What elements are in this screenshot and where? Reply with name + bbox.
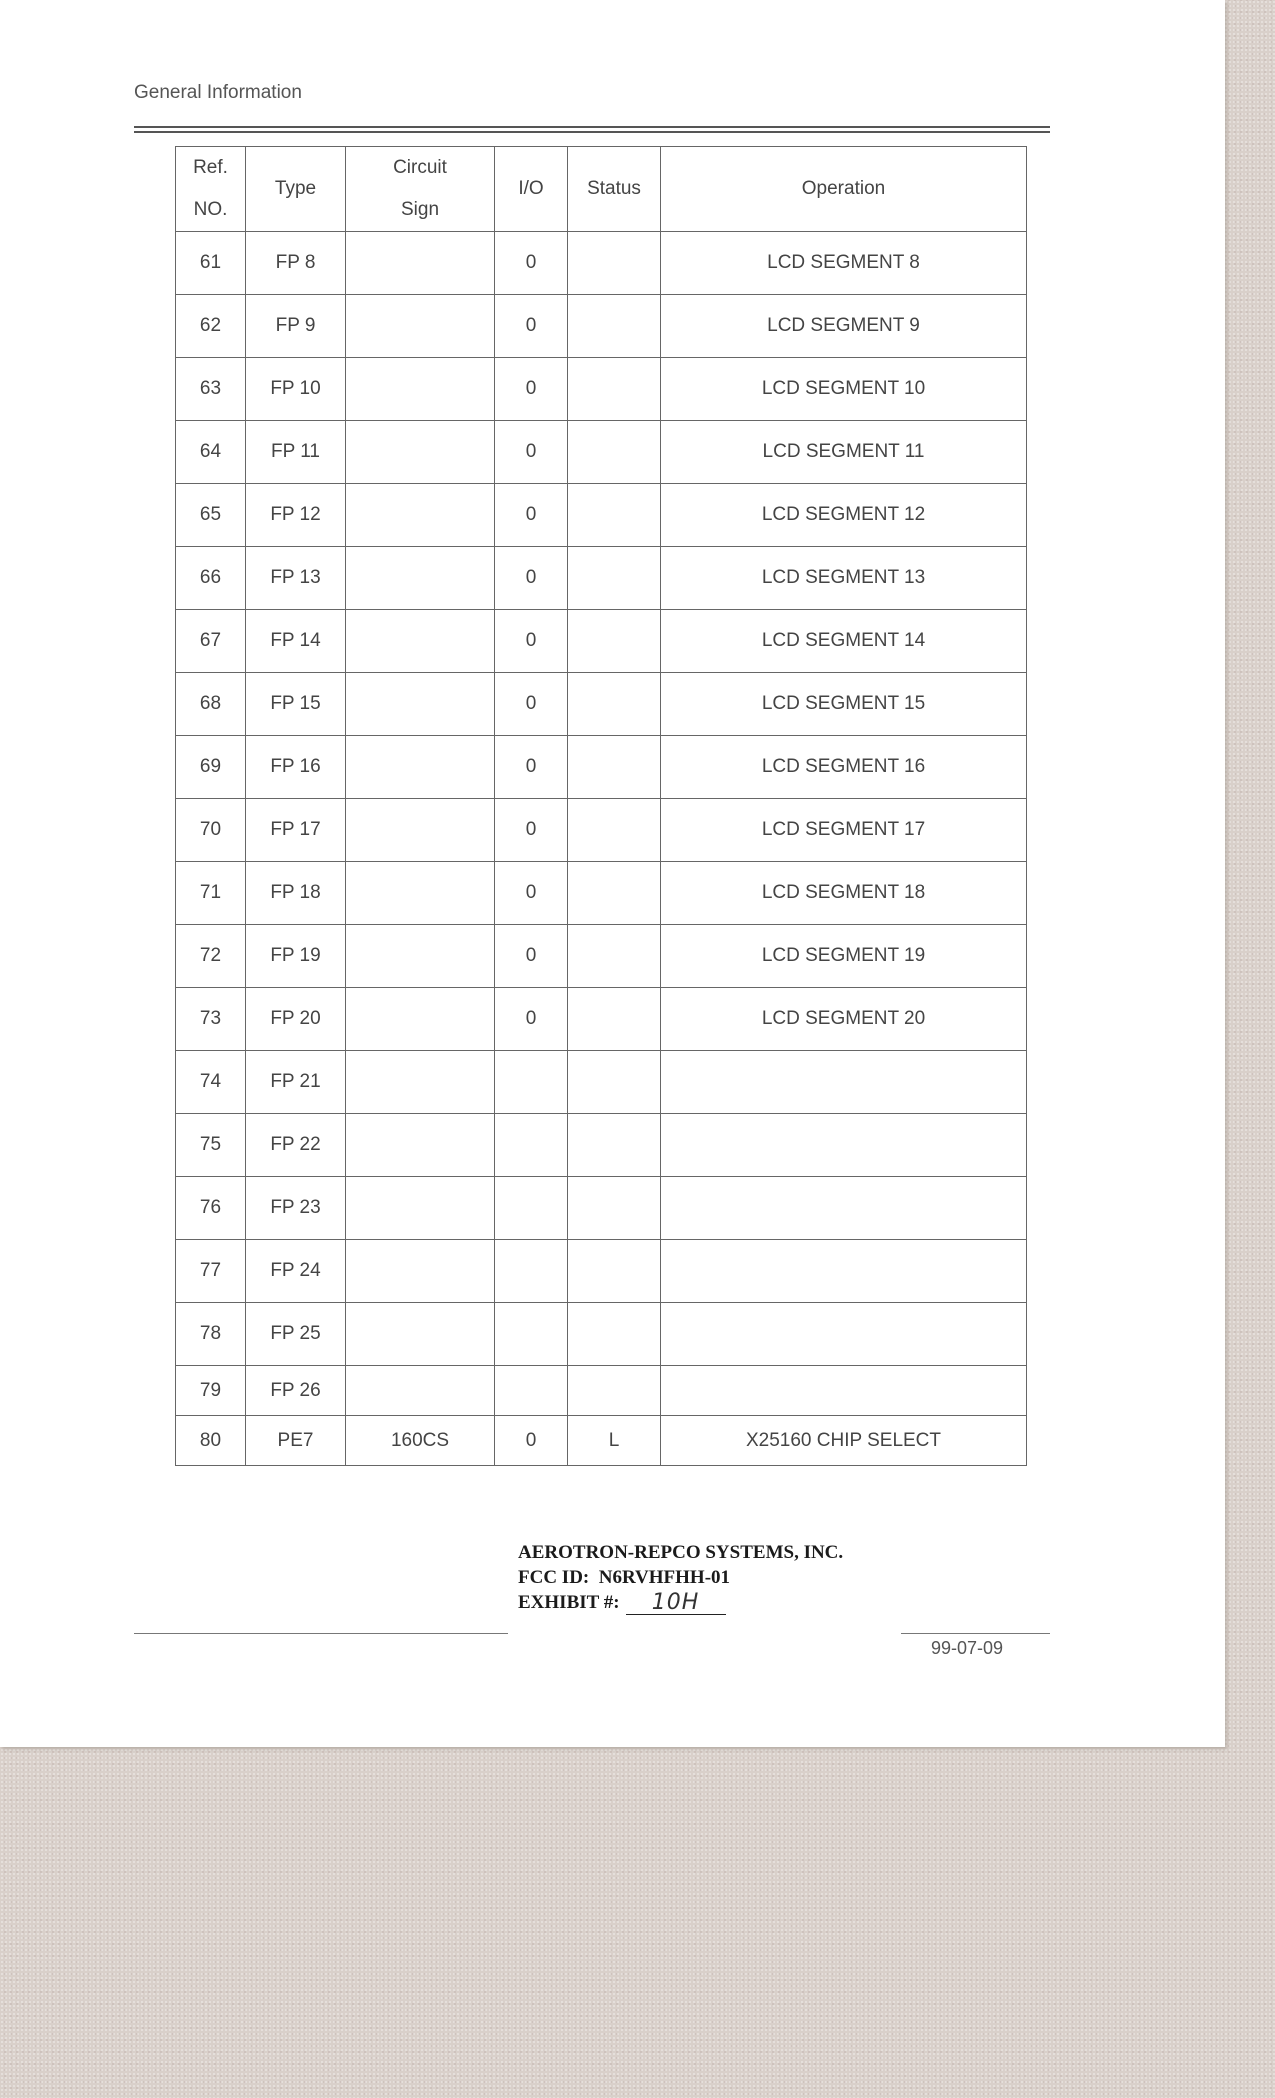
cell-io: 0	[495, 736, 568, 799]
cell-ref: 71	[176, 862, 246, 925]
column-header-type: Type	[246, 147, 346, 232]
cell-io: 0	[495, 358, 568, 421]
cell-io: 0	[495, 484, 568, 547]
cell-type: FP 23	[246, 1177, 346, 1240]
section-title: General Information	[134, 82, 302, 103]
table-body	[176, 232, 1027, 1466]
column-header-circuit-line2: Sign	[400, 199, 440, 220]
table-row	[176, 1177, 1027, 1240]
company-info-block	[518, 1540, 843, 1615]
cell-ref: 72	[176, 925, 246, 988]
table-row	[176, 988, 1027, 1051]
cell-operation	[661, 1366, 1027, 1416]
cell-circuit	[346, 925, 495, 988]
table-row	[176, 736, 1027, 799]
cell-type: FP 18	[246, 862, 346, 925]
cell-status: L	[568, 1416, 661, 1466]
table-row	[176, 421, 1027, 484]
exhibit-line	[518, 1590, 843, 1615]
column-header-status: Status	[568, 147, 661, 232]
table-row	[176, 1114, 1027, 1177]
cell-ref: 74	[176, 1051, 246, 1114]
cell-io: 0	[495, 421, 568, 484]
cell-circuit	[346, 988, 495, 1051]
cell-circuit	[346, 421, 495, 484]
table-row	[176, 484, 1027, 547]
fcc-id-label: FCC ID:	[518, 1567, 590, 1588]
cell-ref: 61	[176, 232, 246, 295]
cell-ref: 65	[176, 484, 246, 547]
cell-ref: 73	[176, 988, 246, 1051]
cell-circuit	[346, 547, 495, 610]
cell-ref: 63	[176, 358, 246, 421]
cell-ref: 80	[176, 1416, 246, 1466]
column-header-io: I/O	[495, 147, 568, 232]
table-row	[176, 799, 1027, 862]
cell-circuit	[346, 1366, 495, 1416]
cell-operation: LCD SEGMENT 16	[661, 736, 1027, 799]
header-double-rule	[134, 126, 1050, 133]
cell-status	[568, 295, 661, 358]
cell-type: FP 8	[246, 232, 346, 295]
exhibit-number-handwritten: 10H	[626, 1592, 726, 1615]
table-row	[176, 232, 1027, 295]
cell-type: FP 9	[246, 295, 346, 358]
cell-type: FP 22	[246, 1114, 346, 1177]
cell-status	[568, 547, 661, 610]
footer-date: 99-07-09	[931, 1638, 1004, 1658]
cell-operation: LCD SEGMENT 13	[661, 547, 1027, 610]
cell-circuit	[346, 484, 495, 547]
fcc-id-line	[518, 1565, 843, 1590]
column-header-circuit	[346, 147, 495, 232]
cell-io: 0	[495, 988, 568, 1051]
cell-circuit	[346, 1240, 495, 1303]
cell-type: FP 12	[246, 484, 346, 547]
footer-rule-right	[901, 1633, 1050, 1634]
cell-status	[568, 988, 661, 1051]
cell-status	[568, 1177, 661, 1240]
cell-ref: 70	[176, 799, 246, 862]
cell-io	[495, 1114, 568, 1177]
table-row	[176, 1303, 1027, 1366]
cell-ref: 75	[176, 1114, 246, 1177]
cell-ref: 64	[176, 421, 246, 484]
cell-io: 0	[495, 799, 568, 862]
column-header-ref-line2: NO.	[193, 199, 228, 220]
table-row	[176, 925, 1027, 988]
cell-operation: X25160 CHIP SELECT	[661, 1416, 1027, 1466]
cell-status	[568, 232, 661, 295]
cell-operation: LCD SEGMENT 19	[661, 925, 1027, 988]
cell-circuit: 160CS	[346, 1416, 495, 1466]
cell-circuit	[346, 1177, 495, 1240]
cell-operation: LCD SEGMENT 18	[661, 862, 1027, 925]
column-header-circuit-line1: Circuit	[393, 157, 447, 178]
column-header-ref	[176, 147, 246, 232]
cell-type: PE7	[246, 1416, 346, 1466]
cell-circuit	[346, 610, 495, 673]
cell-type: FP 15	[246, 673, 346, 736]
cell-ref: 68	[176, 673, 246, 736]
cell-circuit	[346, 1114, 495, 1177]
cell-operation: LCD SEGMENT 11	[661, 421, 1027, 484]
cell-operation: LCD SEGMENT 15	[661, 673, 1027, 736]
cell-status	[568, 421, 661, 484]
cell-ref: 62	[176, 295, 246, 358]
cell-status	[568, 673, 661, 736]
cell-circuit	[346, 862, 495, 925]
cell-circuit	[346, 358, 495, 421]
table-row	[176, 1366, 1027, 1416]
cell-ref: 69	[176, 736, 246, 799]
footer-rule-left	[134, 1633, 508, 1634]
cell-operation: LCD SEGMENT 10	[661, 358, 1027, 421]
company-name: AEROTRON-REPCO SYSTEMS, INC.	[518, 1542, 844, 1563]
cell-operation: LCD SEGMENT 9	[661, 295, 1027, 358]
cell-operation: LCD SEGMENT 20	[661, 988, 1027, 1051]
cell-status	[568, 1303, 661, 1366]
cell-status	[568, 925, 661, 988]
cell-status	[568, 862, 661, 925]
cell-ref: 76	[176, 1177, 246, 1240]
cell-circuit	[346, 799, 495, 862]
cell-type: FP 21	[246, 1051, 346, 1114]
cell-io: 0	[495, 862, 568, 925]
cell-operation: LCD SEGMENT 8	[661, 232, 1027, 295]
cell-ref: 79	[176, 1366, 246, 1416]
cell-status	[568, 358, 661, 421]
exhibit-label: EXHIBIT #:	[518, 1592, 620, 1613]
table-header-row	[176, 147, 1027, 232]
cell-type: FP 26	[246, 1366, 346, 1416]
cell-io: 0	[495, 547, 568, 610]
cell-circuit	[346, 1303, 495, 1366]
cell-operation	[661, 1177, 1027, 1240]
cell-type: FP 11	[246, 421, 346, 484]
cell-operation	[661, 1114, 1027, 1177]
cell-circuit	[346, 232, 495, 295]
cell-io: 0	[495, 925, 568, 988]
cell-io: 0	[495, 232, 568, 295]
table-row	[176, 1240, 1027, 1303]
table-row	[176, 1051, 1027, 1114]
cell-status	[568, 1240, 661, 1303]
cell-status	[568, 799, 661, 862]
cell-type: FP 16	[246, 736, 346, 799]
cell-ref: 66	[176, 547, 246, 610]
table-row	[176, 610, 1027, 673]
cell-io	[495, 1177, 568, 1240]
cell-ref: 77	[176, 1240, 246, 1303]
cell-io: 0	[495, 1416, 568, 1466]
cell-operation: LCD SEGMENT 12	[661, 484, 1027, 547]
cell-circuit	[346, 736, 495, 799]
column-header-operation: Operation	[661, 147, 1027, 232]
cell-status	[568, 736, 661, 799]
cell-io	[495, 1366, 568, 1416]
table-row	[176, 862, 1027, 925]
cell-type: FP 10	[246, 358, 346, 421]
fcc-id-value: N6RVHFHH-01	[598, 1567, 731, 1588]
cell-type: FP 13	[246, 547, 346, 610]
table-row	[176, 673, 1027, 736]
cell-ref: 67	[176, 610, 246, 673]
cell-ref: 78	[176, 1303, 246, 1366]
cell-status	[568, 1114, 661, 1177]
cell-circuit	[346, 295, 495, 358]
table-row	[176, 1416, 1027, 1466]
cell-io	[495, 1240, 568, 1303]
table-row	[176, 295, 1027, 358]
cell-io: 0	[495, 673, 568, 736]
cell-type: FP 17	[246, 799, 346, 862]
cell-type: FP 19	[246, 925, 346, 988]
cell-type: FP 25	[246, 1303, 346, 1366]
cell-io	[495, 1303, 568, 1366]
cell-operation: LCD SEGMENT 17	[661, 799, 1027, 862]
cell-operation	[661, 1051, 1027, 1114]
cell-type: FP 14	[246, 610, 346, 673]
cell-type: FP 20	[246, 988, 346, 1051]
cell-io	[495, 1051, 568, 1114]
cell-status	[568, 1366, 661, 1416]
cell-status	[568, 610, 661, 673]
table-row	[176, 358, 1027, 421]
table-row	[176, 547, 1027, 610]
cell-circuit	[346, 673, 495, 736]
cell-circuit	[346, 1051, 495, 1114]
cell-status	[568, 484, 661, 547]
cell-status	[568, 1051, 661, 1114]
cell-operation	[661, 1240, 1027, 1303]
cell-operation	[661, 1303, 1027, 1366]
column-header-ref-line1: Ref.	[193, 157, 228, 178]
pin-assignment-table	[175, 146, 1027, 1466]
cell-io: 0	[495, 295, 568, 358]
cell-operation: LCD SEGMENT 14	[661, 610, 1027, 673]
cell-io: 0	[495, 610, 568, 673]
cell-type: FP 24	[246, 1240, 346, 1303]
